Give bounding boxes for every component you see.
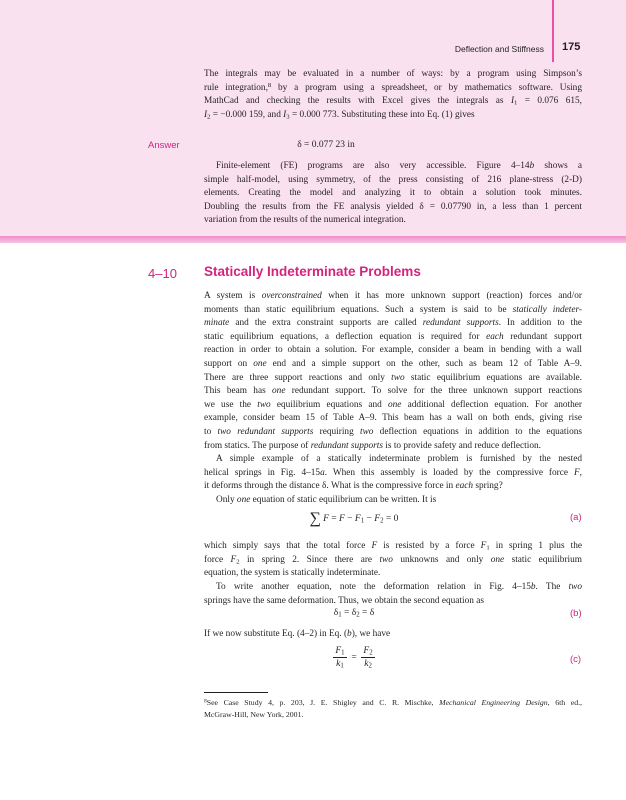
- text-line: McGraw-Hill, New York, 2001.: [204, 710, 304, 719]
- body-paragraph-2: [204, 453, 582, 494]
- text-line: support on one end and a simple support on the other, such as beam 12 of Table A–9.: [204, 358, 583, 369]
- footnote: [204, 697, 582, 721]
- text-line: reaction in order to obtain a solution. For example, consider a beam in bending with a wall: [204, 345, 582, 356]
- text-line: $I_2 = -0.000$ 159, and $I_3 = 0.000$ 773. Substituting these into Eq. (1) gives: [204, 109, 475, 121]
- text-line: which simply says that the total force F is resisted by a force $F_1$ in spring 1 plus the: [204, 541, 583, 552]
- body-paragraph-3: [204, 494, 582, 508]
- text-line: minate and the extra constraint supports are called redundant supports. In addition to the: [204, 318, 582, 329]
- text-line: example, consider beam 15 of Table A–9. This beam has a wall on both ends, giving rise: [204, 413, 582, 424]
- text-line: There are three support reactions and only two static equilibrium equations are available.: [204, 372, 582, 383]
- body-paragraph-5: [204, 581, 582, 608]
- equation-b: $\delta_1 = \delta_2 = \delta$: [333, 608, 375, 619]
- section-number: 4–10: [148, 266, 177, 281]
- equation-b-label: (b): [570, 608, 582, 619]
- equation-c-label: (c): [570, 654, 582, 665]
- running-title: Deflection and Stiffness: [454, 44, 544, 54]
- equation-a: ∑ $F = F - F_1 - F_2 = 0$: [309, 510, 399, 527]
- text-line: we use the two equilibrium equations and one additional deflection equation. For another: [204, 399, 582, 410]
- fe-paragraph: [204, 160, 582, 228]
- text-line: equation, the system is statically indeterminate.: [204, 568, 381, 579]
- page-number: 175: [562, 41, 581, 53]
- text-line: static equilibrium equations, a deflection equation is required for each redundant support: [204, 331, 582, 342]
- text-line: to two redundant supports requiring two deflection equations in addition to the equations: [204, 426, 582, 437]
- text-line: This beam has one redundant support. To solve for the three unknown support reactions: [204, 386, 582, 397]
- text-line: elements. Creating the model and analyzing it to obtain a solution took minutes.: [204, 188, 582, 199]
- answer-label: Answer: [148, 140, 180, 151]
- text-line: Only one equation of static equilibrium can be written. It is: [216, 495, 437, 505]
- text-line: from statics. The purpose of redundant supports is to provide safety and reduce deflection.: [204, 440, 541, 451]
- text-line: moments than static equilibrium equations. Such a system is said to be statically indeter-: [204, 304, 582, 315]
- equation-a-label: (a): [570, 512, 582, 523]
- text-line: rule integration,$^8$ by a program using a spreadsheet, or by mathematics software. Using: [204, 81, 582, 93]
- text-line: force $F_2$ in spring 2. Since there are two unknowns and only one static equilibrium: [204, 554, 582, 565]
- pink-divider-rule: [0, 236, 626, 243]
- text-line: helical springs in Fig. 4–15a. When this assembly is loaded by the compressive force F,: [204, 467, 582, 478]
- text-line: MathCad and checking the results with Excel gives the integrals as $I_1 = 0.076$ 615,: [204, 96, 582, 107]
- text-line: springs have the same deformation. Thus, we obtain the second equation as: [204, 595, 484, 606]
- text-line: Finite-element (FE) programs are also very accessible. Figure 4–14b shows a: [216, 161, 582, 171]
- text-line: A simple example of a statically indeterminate problem is furnished by the nested: [216, 454, 582, 464]
- top-paragraph: [204, 68, 582, 122]
- body-paragraph-1: [204, 290, 582, 453]
- text-line: it deforms through the distance δ. What is the compressive force in each spring?: [204, 481, 503, 492]
- body-paragraph-6: [204, 628, 582, 642]
- header-vertical-rule: [552, 0, 554, 62]
- footnote-rule: [204, 692, 268, 693]
- text-line: simple half-model, using symmetry, of the press consisting of 216 plane-stress (2-D): [204, 174, 582, 185]
- text-line: Doubling the results from the FE analysis yielded δ = 0.07790 in, a less than 1 percent: [204, 201, 582, 212]
- text-line: A system is overconstrained when it has more unknown support (reaction) forces and/or: [204, 291, 582, 301]
- text-line: The integrals may be evaluated in a number of ways: by a program using Simpson’s: [204, 69, 582, 79]
- answer-equation: δ = 0.077 23 in: [297, 140, 355, 150]
- text-line: To write another equation, note the deformation relation in Fig. 4–15b. The two: [216, 582, 583, 592]
- text-line: variation from the results of the numerical integration.: [204, 215, 406, 226]
- body-paragraph-4: [204, 540, 582, 581]
- section-title: Statically Indeterminate Problems: [204, 264, 421, 279]
- text-line: $^8$See Case Study 4, p. 203, J. E. Shigley and C. R. Mischke, Mechanical Engineering Design, 6th ed.,: [204, 698, 582, 707]
- text-line: If we now substitute Eq. (4–2) in Eq. (b), we have: [204, 629, 391, 639]
- equation-c: $\frac{F_1}{k_1}$ = $\frac{F_2}{k_2}$: [335, 646, 373, 670]
